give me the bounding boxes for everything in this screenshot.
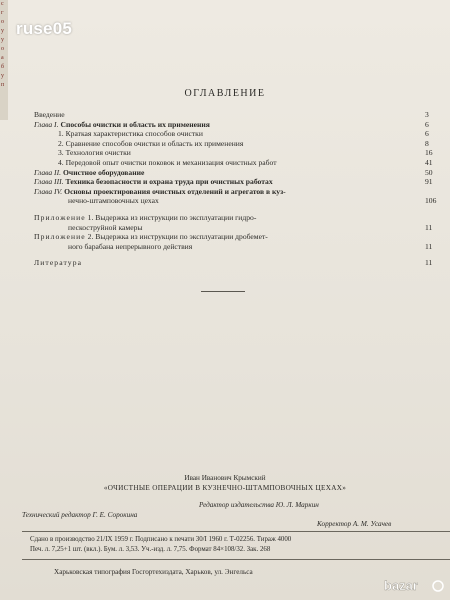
toc-entry	[34, 139, 450, 149]
toc-entry	[34, 242, 450, 252]
toc-entry	[34, 168, 450, 178]
appendix-title: 1. Выдержка из инструкции по эксплуатации гидро-	[87, 212, 257, 222]
printer-line: Харьковская типография Госгортехиздата, Харьков, ул. Энгельса	[54, 568, 253, 576]
toc-page-number: 50	[425, 167, 433, 177]
toc-entry	[34, 110, 450, 120]
toc-entry	[34, 177, 450, 187]
appendix-label: Приложение	[34, 212, 86, 222]
chapter-title: Способы очистки и область их применения	[60, 119, 210, 129]
imprint-rule-bottom	[22, 559, 450, 560]
watermark-text: ruse05	[16, 19, 73, 38]
toc-entry-text: 1. Краткая характеристика способов очистки	[58, 129, 203, 139]
toc-entry	[34, 158, 450, 168]
toc-entry-text	[34, 187, 286, 197]
toc-entry-text: ного барабана непрерывного действия	[68, 241, 193, 251]
toc-page-number: 11	[425, 222, 433, 232]
chapter-label: Глава I.	[34, 119, 59, 129]
toc-entry-text	[34, 168, 144, 178]
toc-entry-text: пескоструйной камеры	[68, 222, 143, 232]
toc-page-number: 11	[425, 258, 433, 268]
toc-page-number: 6	[425, 119, 429, 129]
toc-page-number: 3	[425, 110, 429, 119]
toc-entry	[34, 232, 450, 242]
imprint-rule-top	[22, 531, 450, 532]
toc-entry	[34, 129, 450, 139]
chapter-label: Глава IV.	[34, 186, 63, 196]
appendix-label: Приложение	[34, 232, 86, 242]
svg-text:bazar: bazar	[384, 578, 418, 593]
toc-entry	[34, 196, 450, 206]
toc-entry-text: Литература	[34, 258, 83, 268]
toc-entry	[34, 213, 450, 223]
tech-editor-line: Технический редактор Г. Е. Сорокина	[22, 511, 138, 519]
chapter-title: Техника безопасности и охрана труда при очистных работах	[65, 177, 273, 187]
toc-page-number: 8	[425, 138, 429, 148]
table-of-contents	[34, 110, 450, 268]
editor-line: Редактор издательства Ю. Л. Маркин	[199, 501, 319, 509]
toc-entry	[34, 223, 450, 233]
toc-entry-text: 4. Передовой опыт очистки поковок и механизация очистных работ	[58, 157, 277, 167]
toc-gap	[34, 206, 450, 213]
toc-entry-text	[34, 213, 256, 223]
chapter-title: Основы проектирования очистных отделений и агрегатов в куз-	[64, 186, 286, 196]
corner-logo-icon	[382, 574, 444, 596]
toc-entry	[34, 258, 450, 268]
toc-entry-text: 3. Технология очистки	[58, 148, 131, 158]
toc-entry	[34, 120, 450, 130]
book-title-line: «ОЧИСТНЫЕ ОПЕРАЦИИ В КУЗНЕЧНО-ШТАМПОВОЧНЫХ ЦЕХАХ»	[103, 484, 347, 492]
toc-entry	[34, 187, 450, 197]
toc-page-number: 91	[425, 177, 433, 187]
appendix-title: 2. Выдержка из инструкции по эксплуатации дробемет-	[87, 232, 268, 242]
toc-page-number: 11	[425, 241, 433, 251]
toc-page-number: 41	[425, 157, 433, 167]
section-divider	[201, 291, 245, 292]
chapter-label: Глава III.	[34, 177, 64, 187]
toc-gap	[34, 251, 450, 258]
print-info-line-1: Сдано в производство 21/IX 1959 г. Подписано к печати 30/I 1960 г. Т-02256. Тираж 4000	[30, 536, 292, 543]
toc-page-number: 16	[425, 148, 433, 158]
toc-entry-text: Введение	[34, 110, 65, 119]
author-line: Иван Иванович Крымский	[184, 474, 266, 482]
corrector-line: Корректор А. М. Усачев	[317, 520, 392, 528]
toc-entry-text	[34, 177, 273, 187]
toc-entry	[34, 148, 450, 158]
toc-page-number: 6	[425, 129, 429, 139]
toc-entry-text	[34, 232, 268, 242]
print-info-line-2: Печ. л. 7,25+1 шт. (вкл.). Бум. л. 3,53. Уч.-изд. л. 7,75. Формат 84×108/32. Зак. 268	[30, 546, 271, 553]
toc-entry-text: 2. Сравнение способов очистки и область их применения	[58, 138, 244, 148]
toc-page-number: 106	[425, 196, 437, 206]
adjacent-page-edge: с г о у у о а б у п	[0, 0, 8, 120]
chapter-label: Глава II.	[34, 167, 62, 177]
toc-entry-text	[34, 120, 210, 130]
chapter-title: Очистное оборудование	[63, 167, 145, 177]
page-title: ОГЛАВЛЕНИЕ	[184, 88, 266, 99]
toc-entry-text: нечно-штамповочных цехах	[68, 196, 159, 206]
